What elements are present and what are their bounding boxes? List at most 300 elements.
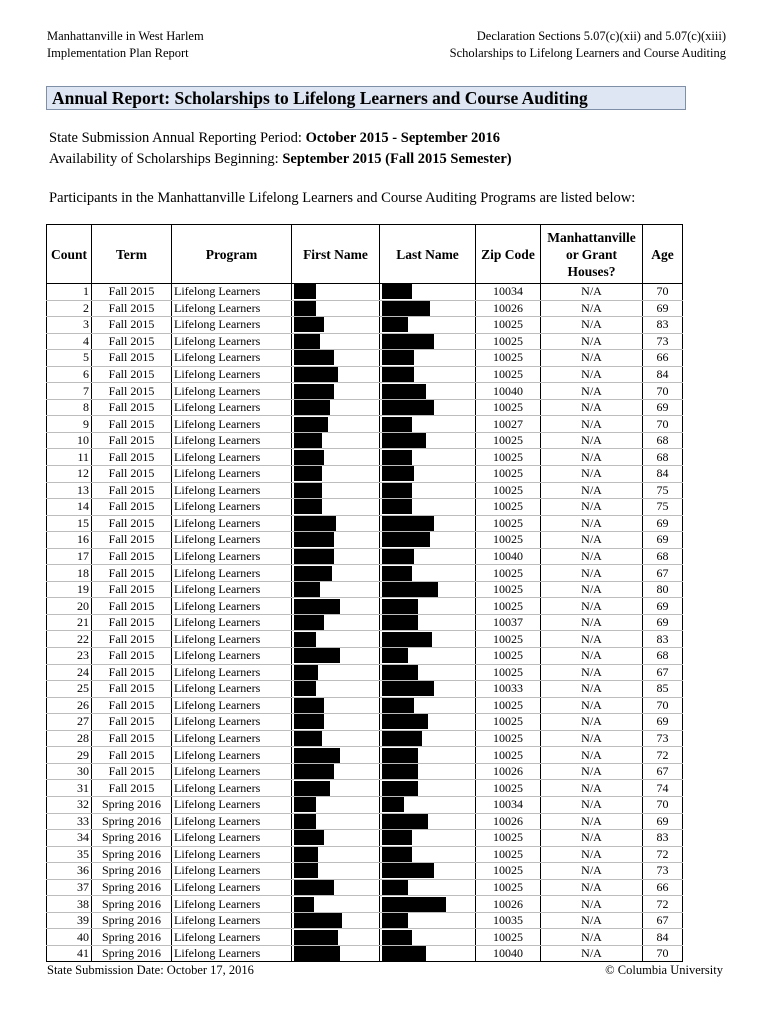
cell-age: 74 (643, 780, 683, 797)
redacted-first-name (294, 714, 324, 729)
table-row (47, 747, 683, 764)
cell-last-name (380, 664, 476, 681)
cell-count: 14 (47, 499, 92, 516)
cell-count: 11 (47, 449, 92, 466)
table-header-row (47, 225, 683, 284)
cell-last-name (380, 482, 476, 499)
cell-term: Fall 2015 (92, 631, 172, 648)
redacted-first-name (294, 698, 324, 713)
table-row (47, 664, 683, 681)
cell-term: Fall 2015 (92, 499, 172, 516)
cell-first-name (292, 399, 380, 416)
cell-age: 84 (643, 366, 683, 383)
header-right-line2: Scholarships to Lifelong Learners and Course Auditing (449, 46, 726, 60)
cell-age: 69 (643, 532, 683, 549)
cell-program: Lifelong Learners (172, 284, 292, 301)
cell-program: Lifelong Learners (172, 416, 292, 433)
cell-term: Fall 2015 (92, 399, 172, 416)
cell-last-name (380, 879, 476, 896)
cell-term: Spring 2016 (92, 863, 172, 880)
redacted-first-name (294, 830, 324, 845)
cell-last-name (380, 780, 476, 797)
cell-count: 29 (47, 747, 92, 764)
cell-age: 84 (643, 466, 683, 483)
cell-program: Lifelong Learners (172, 350, 292, 367)
cell-program: Lifelong Learners (172, 813, 292, 830)
cell-first-name (292, 780, 380, 797)
table-row (47, 648, 683, 665)
cell-first-name (292, 879, 380, 896)
cell-term: Fall 2015 (92, 383, 172, 400)
cell-count: 40 (47, 929, 92, 946)
cell-term: Spring 2016 (92, 929, 172, 946)
cell-manhattanville: N/A (541, 317, 643, 334)
cell-zip-code: 10025 (476, 780, 541, 797)
cell-term: Spring 2016 (92, 813, 172, 830)
cell-term: Fall 2015 (92, 681, 172, 698)
redacted-first-name (294, 615, 324, 630)
redacted-last-name (382, 566, 412, 581)
cell-term: Spring 2016 (92, 945, 172, 962)
cell-zip-code: 10034 (476, 796, 541, 813)
reporting-period (49, 130, 500, 147)
cell-term: Fall 2015 (92, 416, 172, 433)
redacted-first-name (294, 599, 340, 614)
redacted-last-name (382, 350, 414, 365)
cell-zip-code: 10025 (476, 879, 541, 896)
cell-manhattanville: N/A (541, 714, 643, 731)
cell-term: Fall 2015 (92, 350, 172, 367)
cell-last-name (380, 416, 476, 433)
table-row (47, 284, 683, 301)
table-row (47, 863, 683, 880)
cell-program: Lifelong Learners (172, 879, 292, 896)
cell-term: Fall 2015 (92, 714, 172, 731)
cell-first-name (292, 598, 380, 615)
redacted-first-name (294, 681, 316, 696)
redacted-last-name (382, 648, 408, 663)
redacted-last-name (382, 532, 430, 547)
cell-age: 67 (643, 565, 683, 582)
cell-count: 12 (47, 466, 92, 483)
cell-program: Lifelong Learners (172, 945, 292, 962)
cell-program: Lifelong Learners (172, 747, 292, 764)
redacted-first-name (294, 433, 322, 448)
cell-manhattanville: N/A (541, 780, 643, 797)
redacted-last-name (382, 615, 418, 630)
cell-age: 72 (643, 896, 683, 913)
cell-first-name (292, 747, 380, 764)
header-left (47, 28, 204, 62)
cell-term: Spring 2016 (92, 846, 172, 863)
cell-term: Fall 2015 (92, 697, 172, 714)
cell-count: 3 (47, 317, 92, 334)
table-row (47, 466, 683, 483)
cell-term: Fall 2015 (92, 763, 172, 780)
cell-zip-code: 10034 (476, 284, 541, 301)
cell-term: Spring 2016 (92, 830, 172, 847)
cell-manhattanville: N/A (541, 366, 643, 383)
cell-manhattanville: N/A (541, 929, 643, 946)
cell-age: 69 (643, 813, 683, 830)
cell-first-name (292, 416, 380, 433)
cell-count: 22 (47, 631, 92, 648)
cell-program: Lifelong Learners (172, 383, 292, 400)
table-row (47, 681, 683, 698)
cell-program: Lifelong Learners (172, 796, 292, 813)
cell-program: Lifelong Learners (172, 631, 292, 648)
intro-text: Participants in the Manhattanville Lifelong Learners and Course Auditing Programs are listed below: (49, 190, 636, 206)
cell-zip-code: 10025 (476, 648, 541, 665)
table-row (47, 317, 683, 334)
cell-age: 69 (643, 515, 683, 532)
redacted-first-name (294, 400, 330, 415)
cell-age: 72 (643, 747, 683, 764)
cell-first-name (292, 449, 380, 466)
cell-age: 70 (643, 284, 683, 301)
redacted-first-name (294, 317, 324, 332)
cell-count: 19 (47, 581, 92, 598)
cell-program: Lifelong Learners (172, 648, 292, 665)
cell-first-name (292, 714, 380, 731)
cell-zip-code: 10040 (476, 945, 541, 962)
cell-count: 35 (47, 846, 92, 863)
availability-label: Availability of Scholarships Beginning: (49, 151, 283, 167)
cell-program: Lifelong Learners (172, 912, 292, 929)
cell-age: 69 (643, 399, 683, 416)
table-row (47, 614, 683, 631)
cell-age: 70 (643, 383, 683, 400)
cell-last-name (380, 763, 476, 780)
cell-first-name (292, 896, 380, 913)
redacted-first-name (294, 847, 318, 862)
redacted-first-name (294, 284, 316, 299)
submission-date: State Submission Date: October 17, 2016 (47, 963, 254, 977)
cell-age: 84 (643, 929, 683, 946)
cell-program: Lifelong Learners (172, 317, 292, 334)
cell-manhattanville: N/A (541, 466, 643, 483)
cell-term: Fall 2015 (92, 581, 172, 598)
redacted-last-name (382, 417, 412, 432)
cell-manhattanville: N/A (541, 896, 643, 913)
redacted-last-name (382, 698, 414, 713)
redacted-first-name (294, 582, 320, 597)
redacted-first-name (294, 367, 338, 382)
cell-zip-code: 10025 (476, 432, 541, 449)
col-header-term: Term (92, 225, 172, 284)
cell-count: 38 (47, 896, 92, 913)
cell-manhattanville: N/A (541, 945, 643, 962)
table-row (47, 813, 683, 830)
cell-manhattanville: N/A (541, 333, 643, 350)
cell-program: Lifelong Learners (172, 929, 292, 946)
cell-zip-code: 10025 (476, 830, 541, 847)
cell-last-name (380, 863, 476, 880)
cell-term: Fall 2015 (92, 466, 172, 483)
cell-zip-code: 10027 (476, 416, 541, 433)
cell-term: Fall 2015 (92, 317, 172, 334)
cell-zip-code: 10026 (476, 763, 541, 780)
cell-count: 18 (47, 565, 92, 582)
cell-program: Lifelong Learners (172, 300, 292, 317)
table-row (47, 399, 683, 416)
cell-age: 69 (643, 614, 683, 631)
cell-first-name (292, 482, 380, 499)
cell-count: 5 (47, 350, 92, 367)
table-row (47, 879, 683, 896)
cell-program: Lifelong Learners (172, 449, 292, 466)
redacted-first-name (294, 466, 322, 481)
cell-count: 36 (47, 863, 92, 880)
cell-program: Lifelong Learners (172, 515, 292, 532)
redacted-first-name (294, 880, 334, 895)
cell-manhattanville: N/A (541, 565, 643, 582)
cell-first-name (292, 631, 380, 648)
cell-count: 10 (47, 432, 92, 449)
cell-count: 8 (47, 399, 92, 416)
cell-age: 67 (643, 664, 683, 681)
cell-last-name (380, 796, 476, 813)
cell-manhattanville: N/A (541, 598, 643, 615)
cell-last-name (380, 614, 476, 631)
cell-first-name (292, 929, 380, 946)
redacted-first-name (294, 764, 334, 779)
cell-term: Fall 2015 (92, 730, 172, 747)
cell-age: 68 (643, 432, 683, 449)
cell-last-name (380, 449, 476, 466)
table-row (47, 499, 683, 516)
col-header-count: Count (47, 225, 92, 284)
cell-first-name (292, 350, 380, 367)
redacted-first-name (294, 632, 316, 647)
cell-manhattanville: N/A (541, 614, 643, 631)
cell-term: Spring 2016 (92, 796, 172, 813)
cell-program: Lifelong Learners (172, 333, 292, 350)
redacted-first-name (294, 334, 320, 349)
cell-age: 70 (643, 416, 683, 433)
cell-zip-code: 10035 (476, 912, 541, 929)
table-row (47, 830, 683, 847)
cell-first-name (292, 366, 380, 383)
cell-program: Lifelong Learners (172, 598, 292, 615)
cell-last-name (380, 333, 476, 350)
redacted-last-name (382, 930, 412, 945)
cell-age: 83 (643, 631, 683, 648)
cell-last-name (380, 532, 476, 549)
cell-term: Fall 2015 (92, 482, 172, 499)
cell-first-name (292, 383, 380, 400)
cell-last-name (380, 747, 476, 764)
cell-first-name (292, 333, 380, 350)
cell-manhattanville: N/A (541, 846, 643, 863)
cell-age: 69 (643, 714, 683, 731)
cell-age: 67 (643, 763, 683, 780)
table-row (47, 300, 683, 317)
cell-first-name (292, 730, 380, 747)
cell-zip-code: 10025 (476, 697, 541, 714)
redacted-last-name (382, 830, 412, 845)
cell-zip-code: 10025 (476, 631, 541, 648)
col-header-zip-code: Zip Code (476, 225, 541, 284)
cell-manhattanville: N/A (541, 813, 643, 830)
cell-zip-code: 10033 (476, 681, 541, 698)
redacted-last-name (382, 847, 412, 862)
cell-term: Spring 2016 (92, 912, 172, 929)
cell-first-name (292, 300, 380, 317)
cell-program: Lifelong Learners (172, 763, 292, 780)
cell-first-name (292, 846, 380, 863)
cell-last-name (380, 432, 476, 449)
cell-last-name (380, 598, 476, 615)
scholarship-availability (49, 151, 512, 168)
cell-last-name (380, 714, 476, 731)
reporting-period-value: October 2015 - September 2016 (305, 130, 500, 146)
cell-term: Spring 2016 (92, 896, 172, 913)
cell-count: 6 (47, 366, 92, 383)
cell-first-name (292, 565, 380, 582)
cell-term: Fall 2015 (92, 300, 172, 317)
cell-first-name (292, 763, 380, 780)
cell-manhattanville: N/A (541, 681, 643, 698)
cell-manhattanville: N/A (541, 697, 643, 714)
table-row (47, 482, 683, 499)
cell-term: Fall 2015 (92, 664, 172, 681)
cell-term: Fall 2015 (92, 780, 172, 797)
cell-manhattanville: N/A (541, 631, 643, 648)
cell-term: Fall 2015 (92, 747, 172, 764)
col-header-manhattanville: Manhattanville or Grant Houses? (541, 225, 643, 284)
cell-age: 70 (643, 697, 683, 714)
redacted-last-name (382, 334, 434, 349)
redacted-last-name (382, 582, 438, 597)
table-row (47, 697, 683, 714)
cell-last-name (380, 581, 476, 598)
cell-zip-code: 10025 (476, 747, 541, 764)
table-row (47, 432, 683, 449)
table-row (47, 796, 683, 813)
cell-zip-code: 10025 (476, 399, 541, 416)
redacted-first-name (294, 648, 340, 663)
cell-first-name (292, 581, 380, 598)
cell-manhattanville: N/A (541, 499, 643, 516)
table-row (47, 350, 683, 367)
cell-term: Fall 2015 (92, 532, 172, 549)
cell-last-name (380, 648, 476, 665)
redacted-first-name (294, 665, 318, 680)
cell-zip-code: 10025 (476, 482, 541, 499)
cell-age: 73 (643, 333, 683, 350)
cell-program: Lifelong Learners (172, 581, 292, 598)
cell-count: 31 (47, 780, 92, 797)
redacted-last-name (382, 814, 428, 829)
cell-count: 25 (47, 681, 92, 698)
cell-last-name (380, 399, 476, 416)
cell-last-name (380, 681, 476, 698)
cell-count: 30 (47, 763, 92, 780)
cell-zip-code: 10025 (476, 350, 541, 367)
cell-manhattanville: N/A (541, 432, 643, 449)
redacted-first-name (294, 301, 316, 316)
cell-age: 69 (643, 300, 683, 317)
redacted-last-name (382, 880, 408, 895)
cell-age: 75 (643, 499, 683, 516)
cell-zip-code: 10025 (476, 846, 541, 863)
cell-last-name (380, 466, 476, 483)
cell-age: 85 (643, 681, 683, 698)
redacted-last-name (382, 946, 426, 961)
cell-zip-code: 10025 (476, 863, 541, 880)
redacted-first-name (294, 417, 328, 432)
redacted-last-name (382, 665, 418, 680)
cell-last-name (380, 284, 476, 301)
cell-age: 68 (643, 648, 683, 665)
cell-age: 73 (643, 863, 683, 880)
cell-count: 33 (47, 813, 92, 830)
redacted-first-name (294, 781, 330, 796)
redacted-first-name (294, 499, 322, 514)
redacted-last-name (382, 450, 412, 465)
cell-last-name (380, 830, 476, 847)
table-row (47, 631, 683, 648)
cell-last-name (380, 300, 476, 317)
table-row (47, 730, 683, 747)
table-row (47, 929, 683, 946)
cell-age: 70 (643, 796, 683, 813)
cell-manhattanville: N/A (541, 796, 643, 813)
cell-manhattanville: N/A (541, 300, 643, 317)
cell-first-name (292, 830, 380, 847)
cell-count: 20 (47, 598, 92, 615)
redacted-first-name (294, 863, 318, 878)
cell-count: 1 (47, 284, 92, 301)
cell-first-name (292, 317, 380, 334)
redacted-first-name (294, 566, 332, 581)
cell-program: Lifelong Learners (172, 565, 292, 582)
cell-manhattanville: N/A (541, 482, 643, 499)
cell-age: 70 (643, 945, 683, 962)
cell-first-name (292, 548, 380, 565)
cell-zip-code: 10025 (476, 317, 541, 334)
cell-zip-code: 10025 (476, 581, 541, 598)
cell-last-name (380, 730, 476, 747)
cell-program: Lifelong Learners (172, 399, 292, 416)
cell-manhattanville: N/A (541, 863, 643, 880)
table-row (47, 846, 683, 863)
cell-last-name (380, 929, 476, 946)
redacted-last-name (382, 384, 426, 399)
cell-program: Lifelong Learners (172, 780, 292, 797)
cell-count: 26 (47, 697, 92, 714)
redacted-last-name (382, 367, 414, 382)
redacted-first-name (294, 897, 314, 912)
cell-count: 32 (47, 796, 92, 813)
cell-last-name (380, 846, 476, 863)
cell-program: Lifelong Learners (172, 714, 292, 731)
cell-term: Fall 2015 (92, 598, 172, 615)
cell-manhattanville: N/A (541, 912, 643, 929)
cell-first-name (292, 515, 380, 532)
cell-age: 68 (643, 449, 683, 466)
cell-zip-code: 10025 (476, 565, 541, 582)
cell-zip-code: 10026 (476, 300, 541, 317)
cell-first-name (292, 614, 380, 631)
redacted-last-name (382, 681, 434, 696)
redacted-last-name (382, 499, 412, 514)
table-row (47, 896, 683, 913)
cell-term: Fall 2015 (92, 565, 172, 582)
cell-count: 4 (47, 333, 92, 350)
cell-term: Fall 2015 (92, 366, 172, 383)
